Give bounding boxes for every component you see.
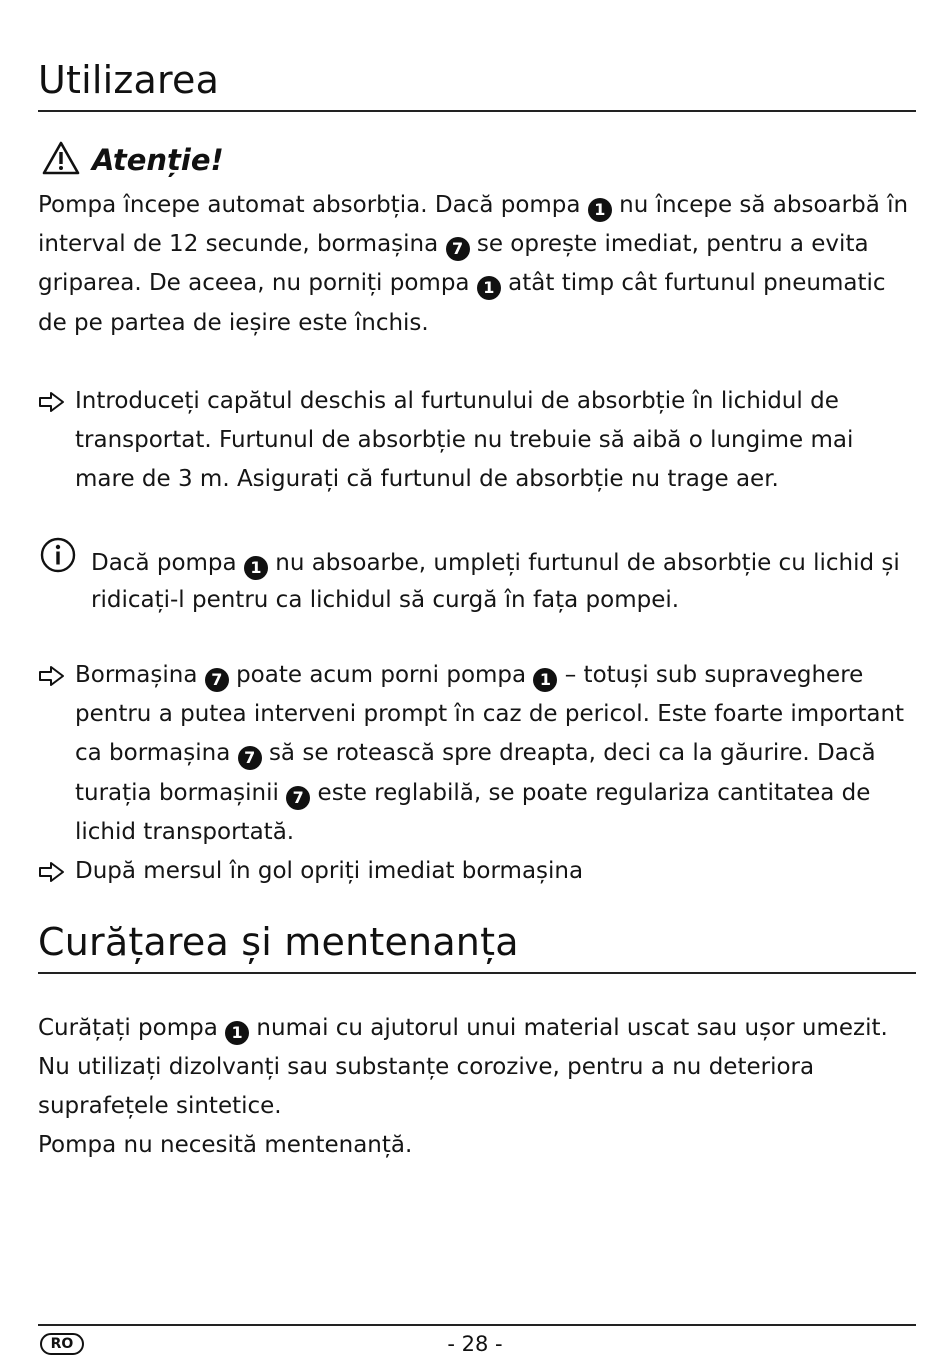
- warning-paragraph: [38, 186, 918, 343]
- section-title-curatarea: Curățarea și mentenanța: [38, 920, 519, 964]
- warning-title: Atenție!: [92, 143, 224, 177]
- text-segment: nu absoarbe, umpleți furtunul de absorbție cu lichid și ridicați-l pentru ca lichidul să curgă în fața pompei.: [91, 550, 900, 613]
- arrow-right-icon: [38, 860, 66, 884]
- text-segment: este reglabilă, se poate regulariza cantitatea de lichid transportată.: [75, 779, 871, 845]
- part-number-badge: 1: [225, 1021, 249, 1045]
- warning-heading: [42, 138, 224, 182]
- part-number-badge: 7: [286, 786, 310, 810]
- info-icon: [40, 537, 76, 573]
- text-segment: poate acum porni pompa: [228, 662, 534, 688]
- cleaning-paragraph: [38, 1009, 918, 1127]
- part-number-badge: 7: [205, 668, 229, 692]
- step-paragraph-1: [75, 382, 920, 500]
- part-number-badge: 7: [238, 746, 262, 770]
- part-number-badge: 1: [588, 198, 612, 222]
- text-segment: numai cu ajutorul unui material uscat sau ușor umezit. Nu utilizați dizolvanți sau substanțe corozive, pentru a nu deteriora suprafețele sintetice.: [38, 1015, 888, 1120]
- text-segment: nu începe să absoarbă în interval de 12 secunde, bormașina: [38, 192, 909, 258]
- arrow-right-icon: [38, 390, 66, 414]
- arrow-right-icon: [38, 664, 66, 688]
- text-segment: se oprește imediat, pentru a evita griparea. De aceea, nu porniți pompa: [38, 231, 869, 297]
- text-segment: Dacă pompa: [91, 550, 244, 576]
- text-segment: atât timp cât furtunul pneumatic de pe partea de ieșire este închis.: [38, 270, 886, 336]
- part-number-badge: 1: [533, 668, 557, 692]
- language-badge: RO: [40, 1333, 84, 1355]
- warning-triangle-icon: [42, 141, 80, 179]
- text-segment: – totuși sub supraveghere pentru a putea interveni prompt în caz de pericol. Este foarte important ca bormașina: [75, 662, 905, 767]
- text-segment: Introduceți capătul deschis al furtunului de absorbție în lichidul de transportat. Furtunul de absorbție nu trebuie să aibă o lungime mai mare de 3 m. Asigurați că furtunul de absorbție nu trage aer.: [75, 388, 854, 493]
- part-number-badge: 7: [446, 237, 470, 261]
- page-number: - 28 -: [447, 1332, 503, 1356]
- text-segment: să se rotească spre dreapta, deci ca la găurire. Dacă turația bormașinii: [75, 740, 876, 806]
- part-number-badge: 1: [477, 276, 501, 300]
- text-segment: Pompa nu necesită mentenanță.: [38, 1132, 413, 1158]
- step-paragraph-3: [75, 852, 920, 891]
- footer-rule: [38, 1324, 916, 1326]
- title-underline: [38, 110, 916, 112]
- step-paragraph-2: [75, 656, 920, 852]
- section-title-utilizarea: Utilizarea: [38, 58, 220, 102]
- info-paragraph: [91, 545, 911, 619]
- part-number-badge: 1: [244, 556, 268, 580]
- text-segment: Bormașina: [75, 662, 205, 688]
- text-segment: După mersul în gol opriți imediat bormașina: [75, 858, 584, 884]
- title-underline: [38, 972, 916, 974]
- maintenance-paragraph: [38, 1126, 918, 1165]
- text-segment: Curățați pompa: [38, 1015, 226, 1041]
- text-segment: Pompa începe automat absorbția. Dacă pompa: [38, 192, 588, 218]
